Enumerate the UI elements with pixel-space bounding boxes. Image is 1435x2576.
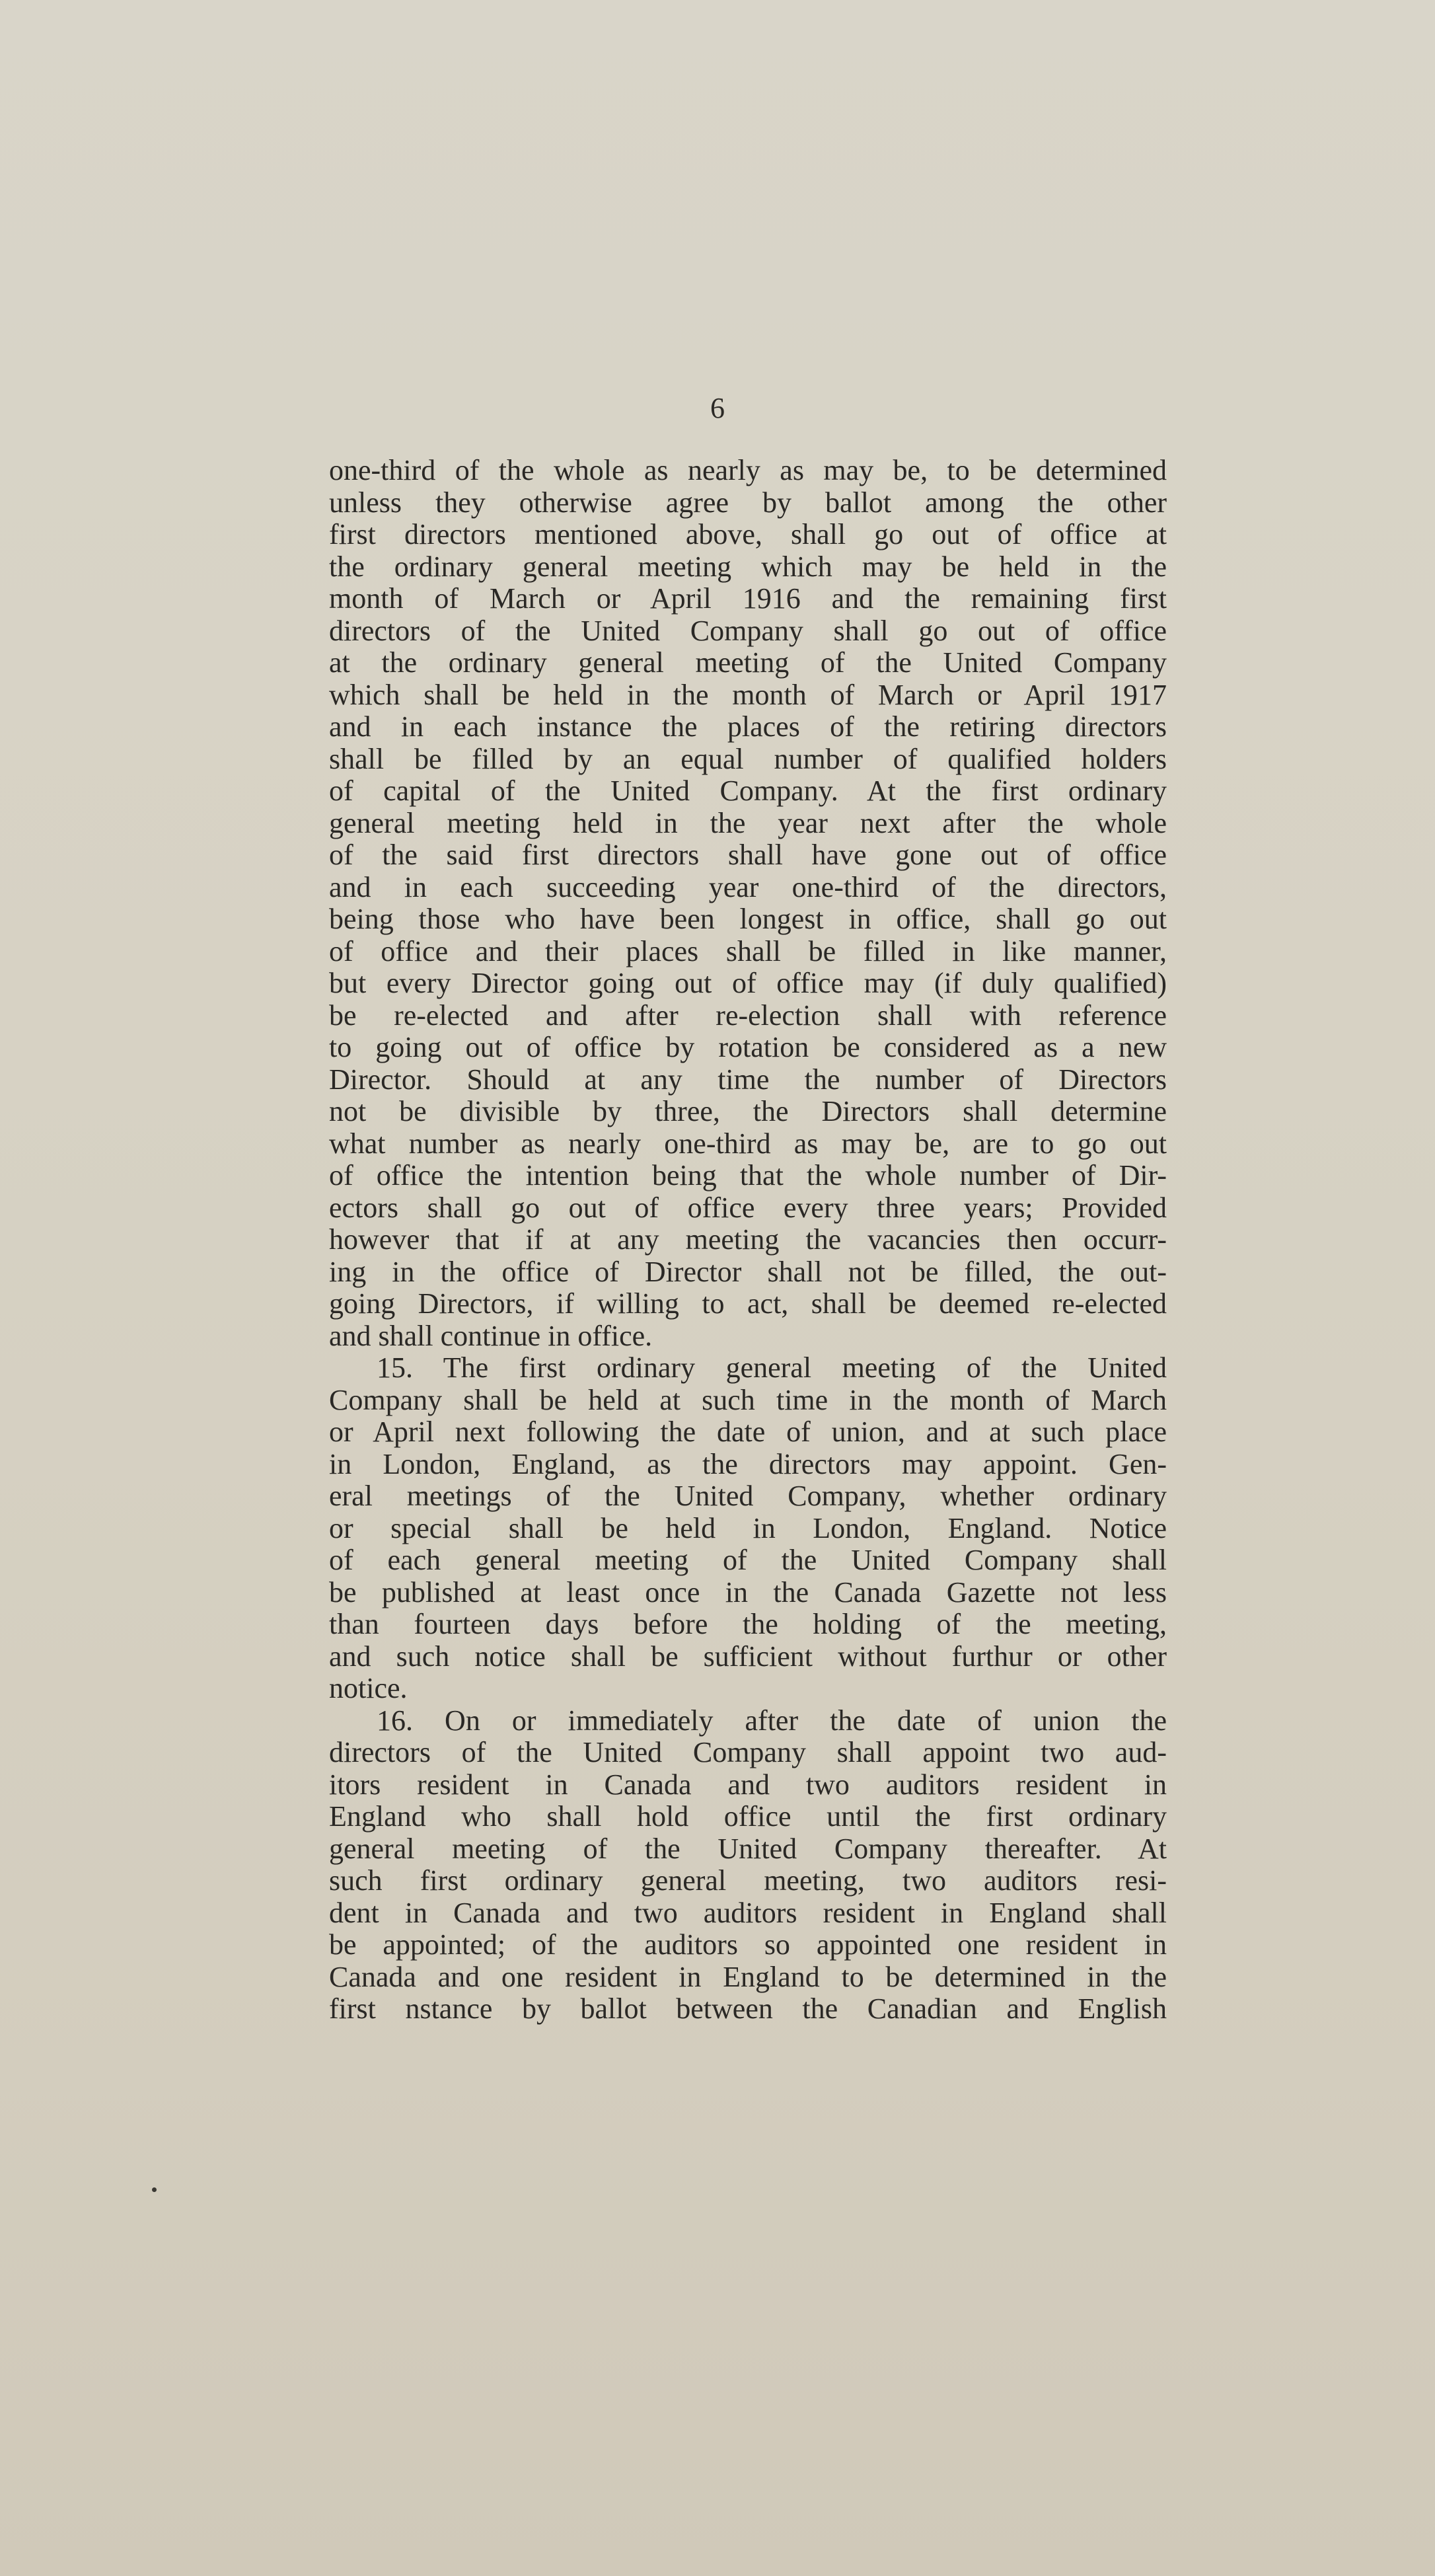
text-line: or special shall be held in London, England. Notice: [329, 1511, 1167, 1544]
text-line: first directors mentioned above, shall go out of office at: [329, 518, 1167, 550]
text-line: and in each succeeding year one-third of the directors,: [329, 870, 1167, 903]
text-line: of office the intention being that the whole number of Dir-: [329, 1159, 1167, 1192]
text-line: ectors shall go out of office every three years; Provided: [329, 1191, 1167, 1224]
text-line: notice.: [329, 1672, 408, 1704]
text-line: unless they otherwise agree by ballot among the other: [329, 486, 1167, 519]
text-line: such first ordinary general meeting, two auditors resi-: [329, 1864, 1167, 1897]
text-line: general meeting held in the year next after the whole: [329, 806, 1167, 839]
body-text: [329, 455, 1167, 2026]
text-line: however that if at any meeting the vacancies then occurr-: [329, 1223, 1167, 1256]
text-line: of office and their places shall be filled in like manner,: [329, 934, 1167, 967]
text-line: general meeting of the United Company thereafter. At: [329, 1832, 1167, 1865]
text-line: first nstance by ballot between the Canadian and English: [329, 1992, 1167, 2025]
page-number: 6: [710, 392, 725, 424]
text-line: 15. The first ordinary general meeting of the United: [377, 1351, 1167, 1384]
text-line: than fourteen days before the holding of the meeting,: [329, 1608, 1167, 1640]
text-line: which shall be held in the month of March or April 1917: [329, 678, 1167, 711]
text-line: directors of the United Company shall go out of office: [329, 614, 1167, 647]
text-line: Director. Should at any time the number of Directors: [329, 1063, 1167, 1096]
text-line: be published at least once in the Canada Gazette not less: [329, 1575, 1167, 1609]
text-line: be re-elected and after re-election shall with reference: [329, 999, 1167, 1032]
text-line: or April next following the date of union, and at such place: [329, 1416, 1167, 1448]
text-line: England who shall hold office until the first ordinary: [329, 1800, 1167, 1833]
text-line: ing in the office of Director shall not be filled, the out-: [329, 1255, 1167, 1288]
text-line: being those who have been longest in office, shall go out: [329, 903, 1167, 935]
text-line: what number as nearly one-third as may be, are to go out: [329, 1127, 1167, 1160]
text-line: Canada and one resident in England to be determined in the: [329, 1960, 1167, 1993]
text-line: 16. On or immediately after the date of union the: [377, 1704, 1167, 1737]
text-line: in London, England, as the directors may appoint. Gen-: [329, 1447, 1167, 1480]
text-line: but every Director going out of office may (if duly qualified): [329, 967, 1167, 999]
text-line: eral meetings of the United Company, whether ordinary: [329, 1480, 1167, 1512]
text-line: month of March or April 1916 and the remaining first: [329, 582, 1167, 615]
text-line: and such notice shall be sufficient without furthur or other: [329, 1640, 1167, 1673]
text-line: going Directors, if willing to act, shall be deemed re-elected: [329, 1287, 1167, 1320]
text-line: shall be filled by an equal number of qualified holders: [329, 742, 1167, 775]
text-line: to going out of office by rotation be considered as a new: [329, 1031, 1167, 1063]
text-line: dent in Canada and two auditors resident in England shall: [329, 1896, 1167, 1929]
text-line: and shall continue in office.: [329, 1319, 653, 1352]
text-line: one-third of the whole as nearly as may be, to be determined: [329, 454, 1167, 486]
text-line: the ordinary general meeting which may be held in the: [329, 550, 1167, 583]
text-line: Company shall be held at such time in the month of March: [329, 1383, 1167, 1416]
text-line: at the ordinary general meeting of the United Company: [329, 646, 1167, 679]
text-line: of the said first directors shall have gone out of office: [329, 839, 1167, 871]
ink-speck: [152, 2187, 157, 2192]
text-line: be appointed; of the auditors so appointed one resident in: [329, 1928, 1167, 1961]
text-line: and in each instance the places of the retiring directors: [329, 710, 1167, 743]
text-line: directors of the United Company shall appoint two aud-: [329, 1736, 1167, 1768]
text-line: of capital of the United Company. At the first ordinary: [329, 775, 1167, 807]
text-line: itors resident in Canada and two auditors resident in: [329, 1768, 1167, 1801]
text-line: of each general meeting of the United Company shall: [329, 1544, 1167, 1576]
text-line: not be divisible by three, the Directors shall determine: [329, 1095, 1167, 1127]
